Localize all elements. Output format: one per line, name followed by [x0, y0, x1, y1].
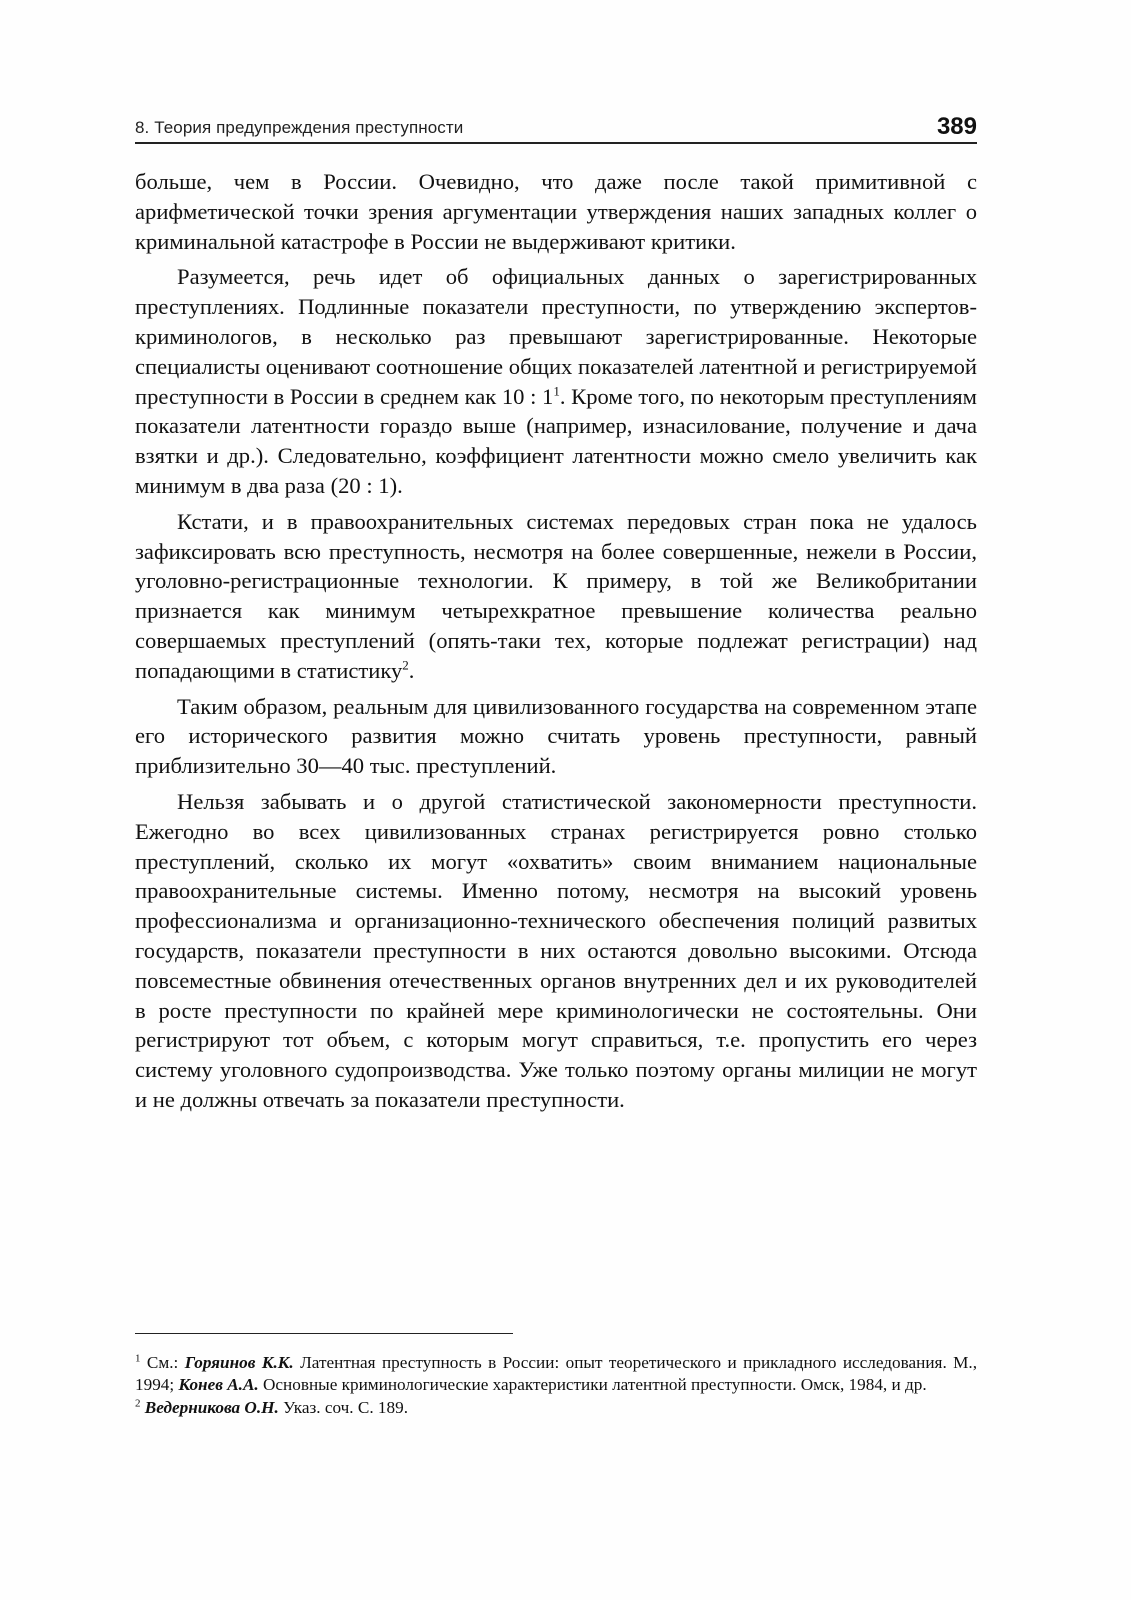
footnote-1-text-2: Основные криминологические характеристики латентной преступности. Омск, 1984, и др. — [263, 1375, 927, 1395]
running-head — [135, 112, 977, 144]
paragraph-4: Таким образом, реальным для цивилизованного государства на современном этапе его исторического развития можно считать уровень преступности, равный приблизительно 30—40 тыс. преступлений. — [135, 693, 977, 779]
paragraph-2-text-after: . Кроме того, по некоторым преступлениям показатели латентности гораздо выше (например, изнасилование, получение и дача взятки и др.). Следовательно, коэффициент латентности можно смело увеличить как минимум в два раза (20 : 1). — [135, 383, 977, 498]
footnote-2-number: 2 — [135, 1397, 141, 1410]
footnote-1-number: 1 — [135, 1352, 141, 1365]
paragraph-1: больше, чем в России. Очевидно, что даже после такой примитивной с арифметической точки зрения аргументации утверждения наших западных коллег о криминальной катастрофе в России не выдерживают критики. — [135, 169, 977, 254]
paragraph-3-text-after: . — [408, 657, 415, 683]
main-text — [135, 167, 977, 1115]
paragraph-3-text: Кстати, и в правоохранительных системах передовых стран пока не удалось зафиксировать всю преступность, несмотря на более совершенные, нежели в России, уголовно-регистрационные технологии. К примеру, в той же Великобритании признается как минимум четырехкратное превышение количества реально совершаемых преступлений (опять-таки тех, которые подлежат регистрации) над попадающими в статистику — [135, 508, 977, 683]
footnote-divider — [135, 1333, 513, 1334]
page-number: 389 — [936, 113, 977, 140]
paragraph-5: Нельзя забывать и о другой статистической закономерности преступности. Ежегодно во всех цивилизованных странах регистрируется ровно столько преступлений, сколько их могут «охватить» своим вниманием национальные правоохранительные системы. Именно потому, несмотря на высокий уровень профессионализма и организационно-технического обеспечения полиций развитых государств, показатели преступности в них остаются довольно высокими. Отсюда повсеместные обвинения отечественных органов внутренних дел и их руководителей в росте преступности по крайней мере криминологически не состоятельны. Они регистрируют тот объем, с которым могут справиться, т.е. пропустить его через систему уголовного судопроизводства. Уже только поэтому органы милиции не могут и не должны отвечать за показатели преступности. — [135, 788, 977, 1112]
footnote-ref-1[interactable]: 1 — [553, 383, 560, 399]
chapter-title: 8. Теория предупреждения преступности — [135, 118, 464, 137]
footnote-ref-2[interactable]: 2 — [402, 657, 409, 673]
footnote-1 — [135, 1352, 977, 1397]
footnote-2-author: Ведерникова О.Н. — [144, 1397, 279, 1417]
footnotes — [135, 1352, 977, 1419]
paragraph-2-text: Разумеется, речь идет об официальных данных о зарегистрированных преступлениях. Подлинные показатели преступности, по утверждению экспертов-криминологов, в несколько раз превышают зарегистрированные. Некоторые специалисты оценивают соотношение общих показателей латентной и регистрируемой преступности в России в среднем как 10 : 1 — [135, 264, 977, 409]
paragraph-2 — [135, 262, 977, 500]
footnote-1-author-1: Горяинов К.К. — [184, 1353, 294, 1372]
paragraph-3 — [135, 507, 977, 686]
footnote-1-lead: См.: — [146, 1353, 179, 1372]
footnote-2 — [135, 1397, 977, 1419]
footnote-1-text-1: Латентная преступность в России: опыт теоретического и прикладного исследования. М., 1994; — [135, 1353, 978, 1395]
footnote-2-text: Указ. соч. С. 189. — [283, 1397, 409, 1417]
footnote-1-author-2: Конев А.А. — [178, 1375, 259, 1395]
